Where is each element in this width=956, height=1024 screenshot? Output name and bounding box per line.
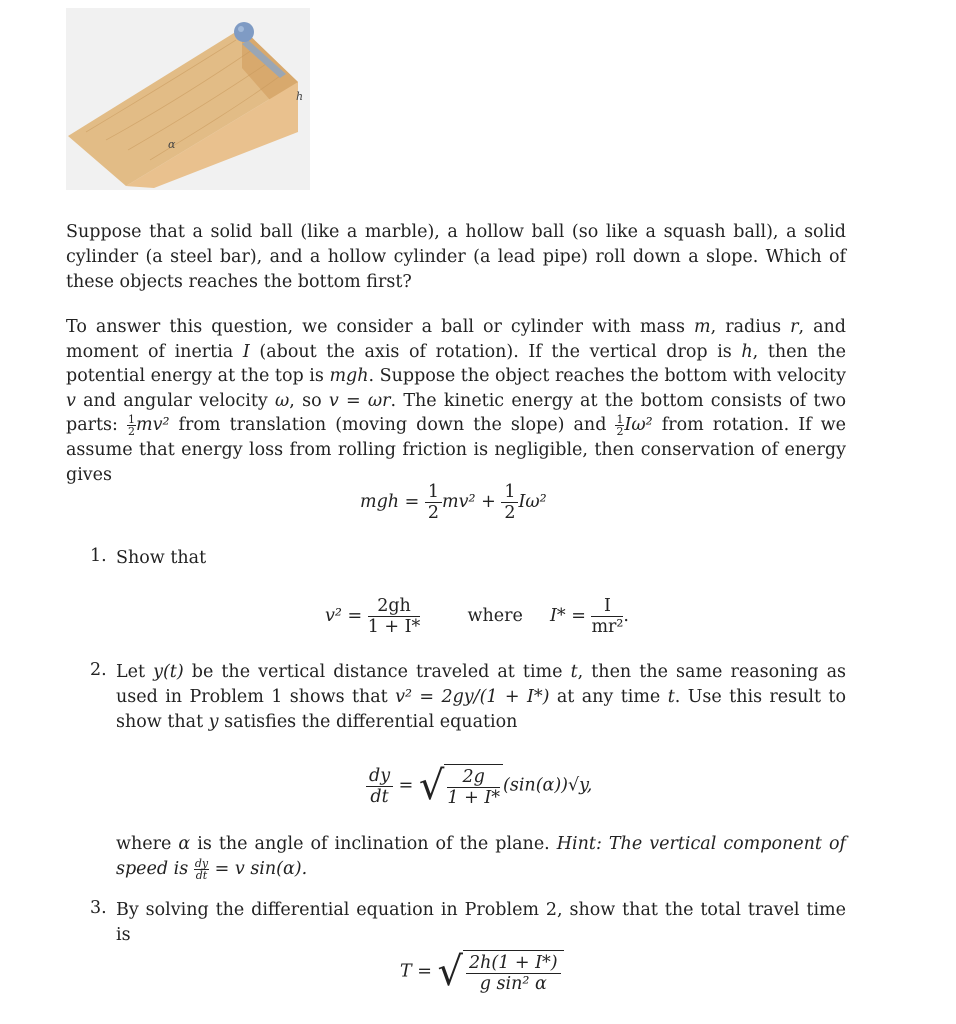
intro-paragraph <box>66 220 846 295</box>
energy-half-2: $\frac{1}{2}$ <box>501 482 518 523</box>
ramp-illustration <box>66 8 310 190</box>
half-fraction-1: $\frac{1}{2}$ <box>127 413 135 439</box>
half-fraction-2: $\frac{1}{2}$ <box>616 413 624 439</box>
where-alpha-text: where α is the angle of inclination of the plane. Hint: The vertical component of speed is $\frac{dy}{dt}$ = v sin(α). <box>116 834 846 882</box>
dy-dt-small-fraction: $\frac{dy}{dt}$ <box>194 857 209 882</box>
radical-sign: √ <box>418 763 445 809</box>
sqrt-body-T: $\frac{2h(1 + I*)}{\text{g sin² α}}$ <box>463 950 564 994</box>
energy-equation: mgh = $\frac{1}{2}$ mv² + $\frac{1}{2}$ Iω² <box>360 482 547 523</box>
sqrt-body: $\frac{2g}{1 + I*}$ <box>444 764 503 808</box>
item-3-number: 3. <box>90 898 107 918</box>
v-fraction: $\frac{2gh}{1 + I*}$ <box>367 596 421 637</box>
item-1-text: Show that <box>116 548 207 568</box>
travel-time-equation: T = √ $\frac{2h(1 + I*)}{\text{g sin² α}}$ <box>400 950 564 994</box>
label-h: h <box>296 90 304 103</box>
intro-text: Suppose that a solid ball (like a marble), a hollow ball (so like a squash ball), a solid cylinder (a steel bar), and a hollow cylinder (a lead pipe) roll down a slope. Which of these objects reaches the bottom first? <box>66 222 846 292</box>
ball <box>234 22 254 42</box>
item-1-number: 1. <box>90 546 107 566</box>
dydt-fraction: $\frac{dy}{dt}$ <box>366 766 393 807</box>
label-alpha: α <box>168 138 176 151</box>
item-3-text: By solving the differential equation in Problem 2, show that the total travel time is <box>116 900 846 945</box>
energy-half-1: $\frac{1}{2}$ <box>425 482 442 523</box>
radical-sign-T: √ <box>437 949 463 995</box>
item-2-text: Let y(t) be the vertical distance traveled at time t, then the same reasoning as used in Problem 1 shows that v² = 2gy/(1 + I*) at any time t. Use this result to show that y satisfies the differential equation <box>116 662 846 732</box>
v-squared-equation: v² = $\frac{2gh}{1 + I*}$ where I* = $\frac{I}{\text{mr²}}$ . <box>325 596 629 637</box>
item-2-number: 2. <box>90 660 107 680</box>
explanation-paragraph: To answer this question, we consider a ball or cylinder with mass m, radius r, and moment of inertia I (about the axis of rotation). If the vertical drop is h, then the potential energy at the top is mgh. Suppose the object reaches the bottom with velocity v and angular velocity ω, so v = ωr. The kinetic energy at the bottom consists of two parts: $\frac{1}{2}$ mv² from translation (moving down the slope) and $\frac{1}{2}$ Iω² from rotation. If we assume that energy loss from rolling friction is negligible, then conservation of energy gives <box>66 317 846 485</box>
istar-fraction: $\frac{I}{\text{mr²}}$ <box>591 596 624 637</box>
dydt-equation: $\frac{dy}{dt}$ = √ $\frac{2g}{1 + I*}$ (sin(α))√y, <box>366 764 592 808</box>
ramp-figure <box>66 8 310 190</box>
